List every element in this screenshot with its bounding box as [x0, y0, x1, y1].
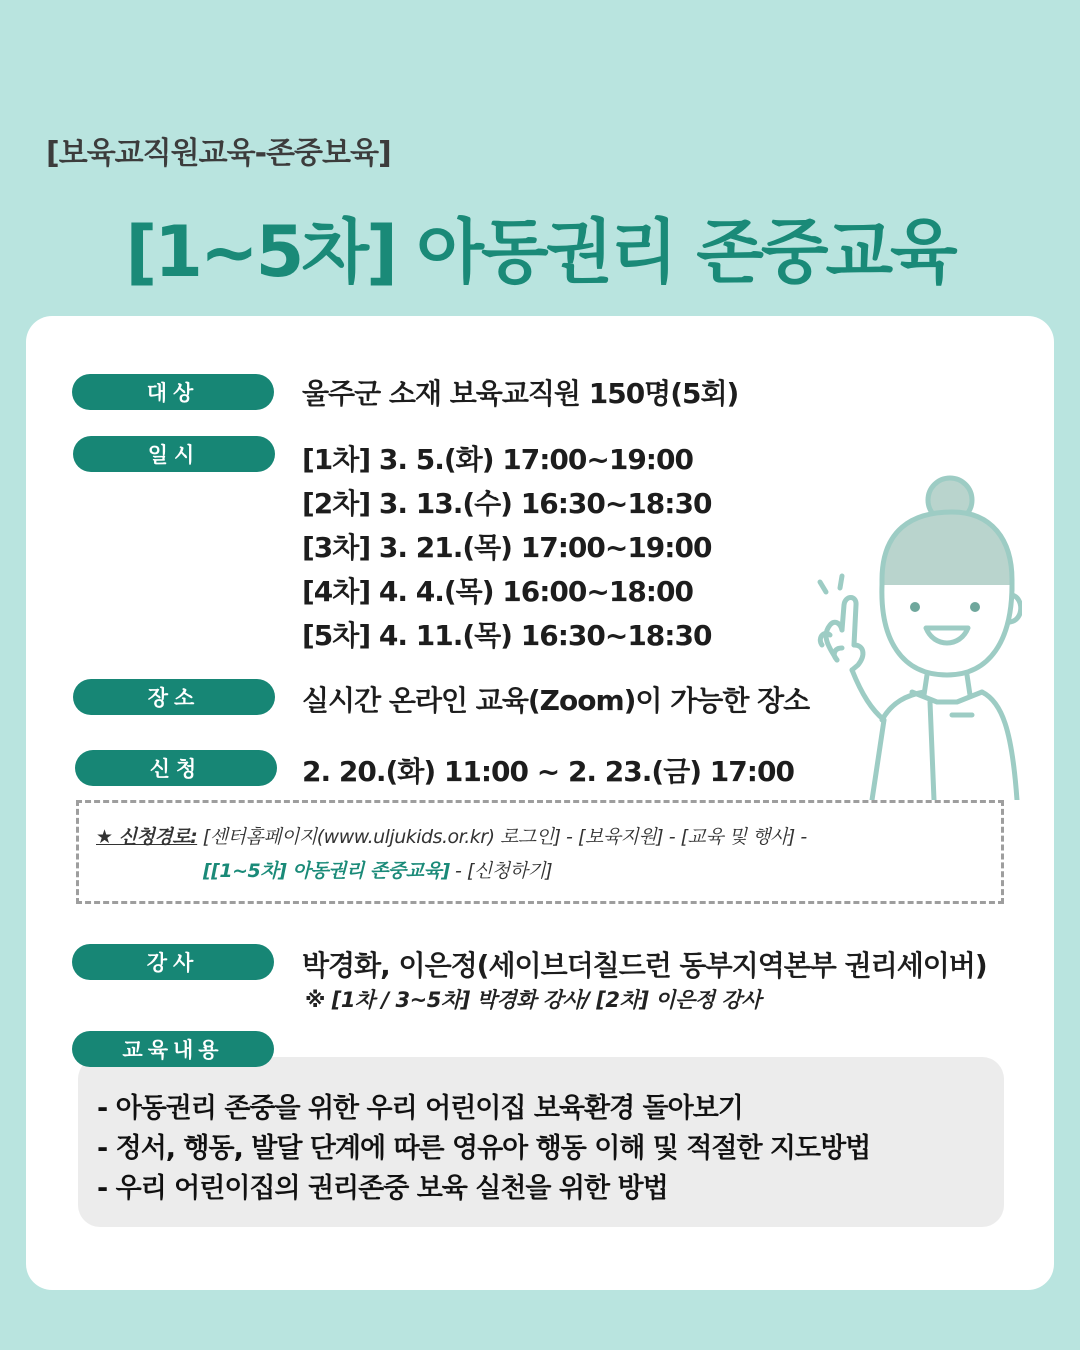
route-line-2 — [203, 856, 552, 883]
label-target: 대상 — [72, 374, 274, 410]
route-label: ★ 신청경로: — [96, 826, 198, 848]
route-highlight: [[1~5차] 아동권리 존중교육] — [203, 860, 450, 882]
target-value: 울주군 소재 보육교직원 150명(5회) — [302, 377, 739, 410]
content-item-1: - 아동권리 존중을 위한 우리 어린이집 보육환경 돌아보기 — [97, 1093, 743, 1124]
label-schedule: 일시 — [73, 436, 275, 472]
schedule-line-5: [5차] 4. 11.(목) 16:30~18:30 — [302, 619, 712, 652]
schedule-line-4: [4차] 4. 4.(목) 16:00~18:00 — [302, 575, 693, 608]
route-path-1: [센터홈페이지(www.uljukids.or.kr) 로그인] - [보육지원] - [교육 및 행사] - — [202, 826, 807, 848]
subtitle: [보육교직원교육-존중보육] — [46, 136, 391, 171]
apply-value: 2. 20.(화) 11:00 ~ 2. 23.(금) 17:00 — [302, 755, 794, 788]
schedule-line-3: [3차] 3. 21.(목) 17:00~19:00 — [302, 531, 712, 564]
instructor-note: ※ [1차 / 3~5차] 박경화 강사/ [2차] 이은정 강사 — [305, 988, 761, 1012]
route-box — [76, 800, 1004, 904]
label-instructor: 강사 — [72, 944, 274, 980]
schedule-line-2: [2차] 3. 13.(수) 16:30~18:30 — [302, 487, 712, 520]
route-line-1 — [96, 822, 807, 849]
main-title: [1~5차] 아동권리 존중교육 — [125, 211, 955, 293]
content-item-3: - 우리 어린이집의 권리존중 보육 실천을 위한 방법 — [97, 1173, 668, 1204]
label-apply: 신청 — [75, 750, 277, 786]
label-place: 장소 — [73, 679, 275, 715]
schedule-line-1: [1차] 3. 5.(화) 17:00~19:00 — [302, 443, 693, 476]
pointing-teacher-illustration-icon — [812, 470, 1022, 800]
label-content: 교육내용 — [72, 1031, 274, 1067]
place-value: 실시간 온라인 교육(Zoom)이 가능한 장소 — [302, 684, 810, 717]
route-path-2: - [신청하기] — [449, 860, 553, 882]
content-item-2: - 정서, 행동, 발달 단계에 따른 영유아 행동 이해 및 적절한 지도방법 — [97, 1133, 871, 1164]
instructor-value: 박경화, 이은정(세이브더칠드런 동부지역본부 권리세이버) — [302, 949, 987, 982]
